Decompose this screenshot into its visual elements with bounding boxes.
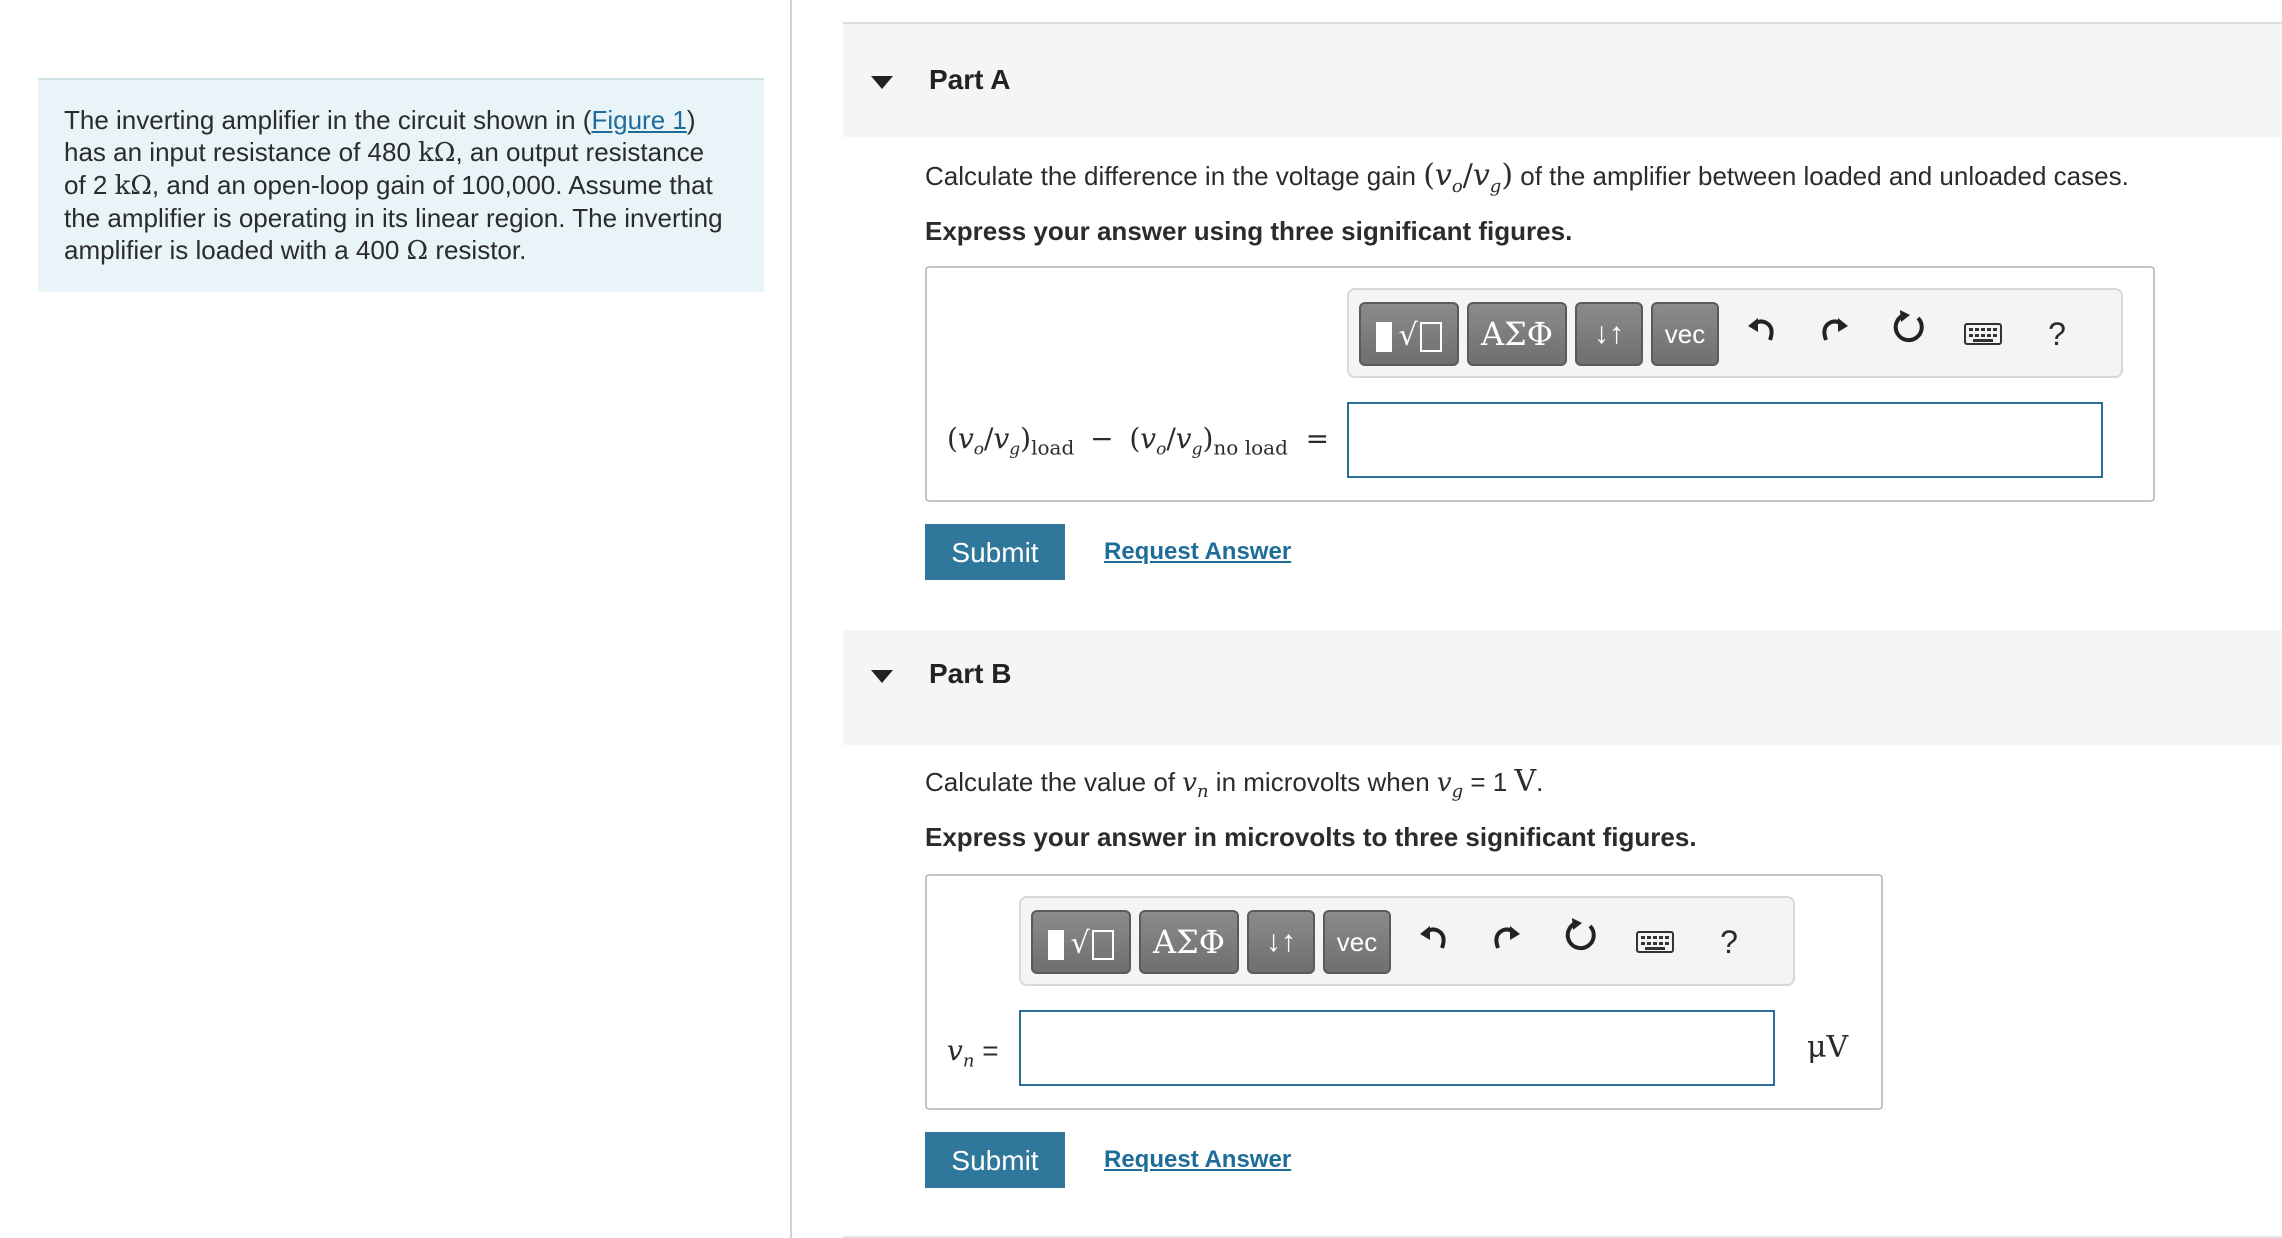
part-a-math-toolbar	[1347, 288, 2123, 378]
vector-button[interactable]: vec	[1323, 910, 1391, 974]
help-button[interactable]: ?	[1720, 924, 1738, 960]
part-b	[843, 630, 2282, 1236]
redo-icon[interactable]	[1477, 912, 1537, 972]
sqrt-icon: √	[1398, 318, 1418, 353]
part-a-header[interactable]	[843, 22, 2282, 137]
part-b-unit-label: μV	[1807, 1030, 1849, 1065]
arrows-button[interactable]: ↓↑	[1247, 910, 1315, 974]
template-square-icon	[1376, 322, 1392, 352]
undo-icon[interactable]	[1403, 912, 1463, 972]
part-a-instruction: Express your answer using three significant figures.	[925, 216, 1573, 246]
keyboard-icon[interactable]	[1625, 912, 1685, 972]
greek-symbols-button[interactable]: ΑΣΦ	[1139, 910, 1239, 974]
problem-panel	[0, 0, 790, 1238]
part-a-answer-input[interactable]	[1347, 402, 2103, 478]
keyboard-icon[interactable]	[1953, 304, 2013, 364]
part-a-equation-label: $(v_o/v_g)_{load} - (v_o/v_g)_{no load}$ =	[947, 422, 1330, 460]
collapse-caret-icon[interactable]	[871, 670, 893, 683]
part-a	[843, 22, 2282, 622]
part-a-top-divider	[843, 22, 2282, 24]
reset-icon[interactable]	[1879, 304, 1939, 364]
part-b-instruction: Express your answer in microvolts to three significant figures.	[925, 822, 1697, 852]
templates-button[interactable]	[1359, 302, 1459, 366]
panel-divider[interactable]	[790, 0, 792, 1238]
part-b-question: Calculate the value of $v_n$ in microvolts when $v_g = 1$ V.	[925, 764, 1544, 803]
part-a-answer-box	[925, 266, 2155, 502]
greek-symbols-button[interactable]: ΑΣΦ	[1467, 302, 1567, 366]
problem-line-4: the amplifier is operating in its linear region. The inverting	[64, 203, 723, 233]
part-a-question: Calculate the difference in the voltage gain $(v_o/v_g)$ of the amplifier between loaded and unloaded cases.	[925, 158, 2129, 197]
template-box-icon	[1420, 322, 1442, 352]
redo-icon[interactable]	[1805, 304, 1865, 364]
reset-icon[interactable]	[1551, 912, 1611, 972]
problem-line-3: of 2 kΩ, and an open-loop gain of 100,000. Assume that	[64, 170, 713, 201]
part-b-request-answer-link[interactable]: Request Answer	[1104, 1146, 1292, 1173]
problem-line-5: amplifier is loaded with a 400 Ω resistor.	[64, 235, 527, 266]
problem-line-2: has an input resistance of 480 kΩ, an output resistance	[64, 137, 705, 168]
template-square-icon	[1048, 930, 1064, 960]
sqrt-icon: √	[1070, 926, 1090, 961]
help-button[interactable]: ?	[2048, 316, 2066, 352]
part-b-header[interactable]	[843, 630, 2282, 745]
part-b-title: Part B	[929, 658, 1012, 689]
arrows-button[interactable]: ↓↑	[1575, 302, 1643, 366]
part-b-answer-box	[925, 874, 1883, 1110]
problem-line-1: The inverting amplifier in the circuit shown in (Figure 1)	[64, 105, 696, 135]
vector-button[interactable]: vec	[1651, 302, 1719, 366]
part-b-answer-input[interactable]	[1019, 1010, 1775, 1086]
part-a-submit-button[interactable]: Submit	[925, 524, 1065, 580]
part-a-request-answer-link[interactable]: Request Answer	[1104, 538, 1292, 565]
part-b-math-toolbar	[1019, 896, 1795, 986]
part-b-submit-button[interactable]: Submit	[925, 1132, 1065, 1188]
part-a-title: Part A	[929, 64, 1011, 95]
part-b-equation-label: $v_n$ =	[947, 1034, 999, 1072]
collapse-caret-icon[interactable]	[871, 76, 893, 89]
figure-link[interactable]: Figure 1	[591, 105, 687, 135]
problem-statement	[38, 78, 764, 292]
templates-button[interactable]	[1031, 910, 1131, 974]
template-box-icon	[1092, 930, 1114, 960]
undo-icon[interactable]	[1731, 304, 1791, 364]
